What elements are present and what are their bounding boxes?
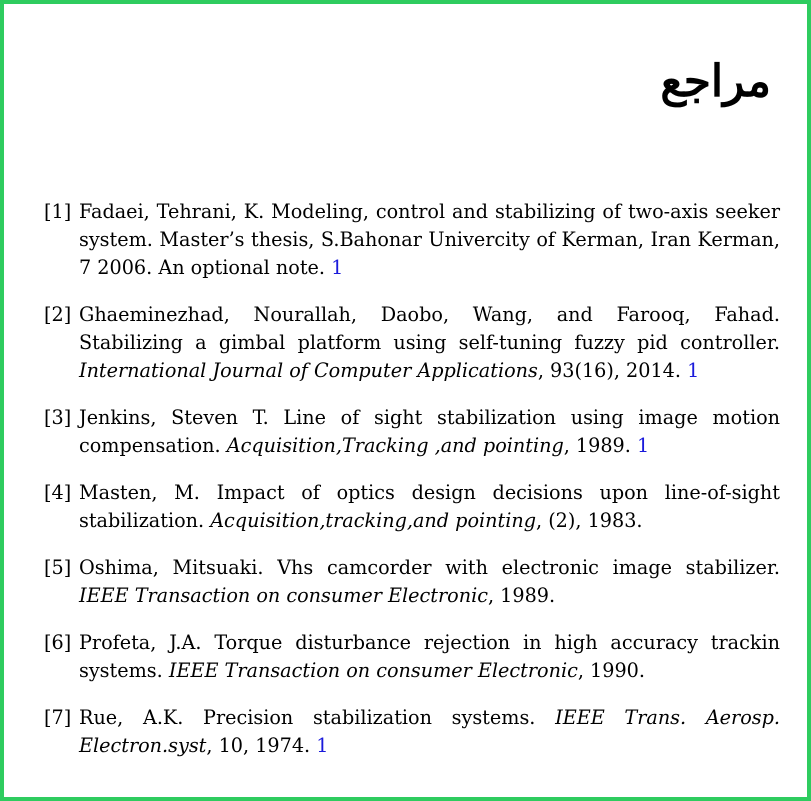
reference-item-1	[40, 198, 780, 282]
reference-text: Masten, M. Impact of optics design decisions upon line-of-sight stabilization.	[79, 481, 780, 532]
reference-tail: , 1990.	[577, 659, 645, 682]
reference-venue: Acquisition,tracking,and pointing	[210, 509, 536, 532]
reference-item-4	[40, 479, 780, 535]
reference-tail: , 93(16), 2014.	[537, 359, 681, 382]
reference-item-6	[40, 629, 780, 685]
reference-body	[79, 404, 780, 460]
reference-text: Jenkins, Steven T. Line of sight stabilization using image motion compensation.	[79, 406, 780, 457]
backref-link[interactable]: 1	[636, 434, 650, 457]
reference-tail: , 10, 1974.	[206, 734, 311, 757]
backref-link[interactable]: 1	[331, 256, 344, 279]
reference-venue: Acquisition,Tracking ,and pointing	[226, 434, 564, 457]
reference-label: [4]	[44, 481, 72, 504]
reference-list	[40, 198, 780, 779]
reference-body	[79, 554, 780, 610]
reference-text: Ghaeminezhad, Nourallah, Daobo, Wang, and Farooq, Fahad. Stabilizing a gimbal platform using self-tuning fuzzy pid controller.	[79, 303, 780, 354]
reference-label: [7]	[44, 706, 72, 729]
reference-body	[79, 479, 780, 535]
reference-tail: , 1989.	[563, 434, 631, 457]
reference-body	[79, 198, 780, 282]
reference-label: [5]	[44, 556, 72, 579]
backref-link[interactable]: 1	[316, 734, 329, 757]
reference-tail: , 1989.	[487, 584, 556, 607]
backref-link[interactable]: 1	[687, 359, 700, 382]
reference-label: [2]	[44, 303, 72, 326]
reference-text: Rue, A.K. Precision stabilization systems.	[79, 706, 536, 729]
reference-item-3	[40, 404, 780, 460]
reference-venue: IEEE Transaction on consumer Electronic	[79, 584, 488, 607]
reference-label: [6]	[44, 631, 72, 654]
reference-tail: , (2), 1983.	[536, 509, 643, 532]
reference-label: [1]	[44, 200, 72, 223]
references-heading: مراجع	[660, 56, 771, 107]
reference-item-7	[40, 704, 780, 760]
reference-venue: IEEE Trans. Aerosp. Electron.syst	[79, 706, 780, 757]
reference-item-5	[40, 554, 780, 610]
reference-label: [3]	[44, 406, 72, 429]
reference-item-2	[40, 301, 780, 385]
reference-body	[79, 629, 780, 685]
reference-text: Profeta, J.A. Torque disturbance rejection in high accuracy trackin systems.	[79, 631, 780, 682]
reference-body	[79, 301, 780, 385]
reference-body	[79, 704, 780, 760]
reference-venue: International Journal of Computer Applications	[79, 359, 538, 382]
reference-text: Fadaei, Tehrani, K. Modeling, control and stabilizing of two-axis seeker system. Master’s thesis, S.Bahonar Univercity of Kerman, Iran Kerman, 7 2006. An optional note.	[79, 200, 780, 279]
reference-text: Oshima, Mitsuaki. Vhs camcorder with electronic image stabilizer.	[79, 556, 780, 579]
reference-venue: IEEE Transaction on consumer Electronic	[168, 659, 578, 682]
